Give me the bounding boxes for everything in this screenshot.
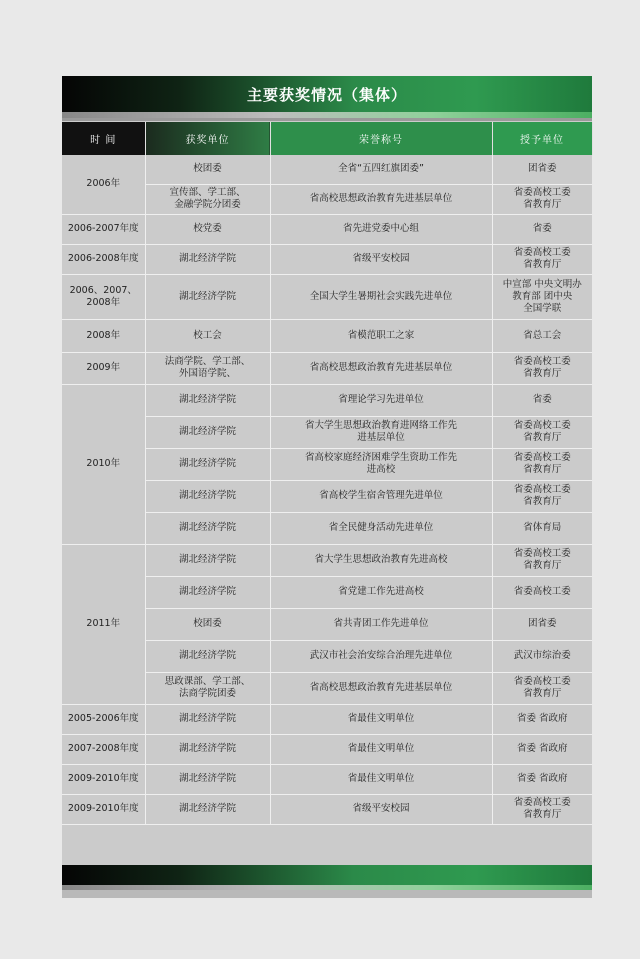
cell-org: 省委 省政府: [492, 704, 592, 734]
cell-org: 省委 省政府: [492, 764, 592, 794]
cell-title: 武汉市社会治安综合治理先进单位: [270, 640, 492, 672]
cell-time: 2006、2007、 2008年: [62, 274, 145, 319]
cell-title: 全国大学生暑期社会实践先进单位: [270, 274, 492, 319]
header-title: 荣誉称号: [270, 122, 492, 155]
cell-title: 省最佳文明单位: [270, 734, 492, 764]
cell-title: 省高校思想政治教育先进基层单位: [270, 184, 492, 214]
cell-org: 省委高校工委: [492, 576, 592, 608]
cell-time: 2006-2007年度: [62, 214, 145, 244]
table-row: [62, 319, 592, 352]
footer-bar: [62, 865, 592, 885]
cell-unit: 湖北经济学院: [145, 512, 270, 544]
cell-unit: 湖北经济学院: [145, 764, 270, 794]
cell-time: 2009-2010年度: [62, 764, 145, 794]
cell-time: 2009-2010年度: [62, 794, 145, 824]
cell-title: 省高校家庭经济困难学生资助工作先 进高校: [270, 448, 492, 480]
title-stripe-shadow: [62, 118, 592, 121]
cell-unit: 湖北经济学院: [145, 244, 270, 274]
cell-title: 省级平安校园: [270, 794, 492, 824]
footer-line: [62, 890, 592, 898]
cell-org: 省委高校工委 省教育厅: [492, 184, 592, 214]
table-row: [62, 704, 592, 734]
cell-org: 省委高校工委 省教育厅: [492, 416, 592, 448]
cell-org: 省委高校工委 省教育厅: [492, 448, 592, 480]
cell-time: 2006年: [62, 155, 145, 214]
cell-time: 2008年: [62, 319, 145, 352]
awards-table: [62, 122, 593, 825]
cell-time: 2006-2008年度: [62, 244, 145, 274]
table-row: [62, 384, 592, 416]
cell-unit: 校团委: [145, 155, 270, 184]
cell-unit: 湖北经济学院: [145, 576, 270, 608]
cell-title: 省最佳文明单位: [270, 764, 492, 794]
awards-board: [62, 76, 592, 898]
cell-title: 省级平安校园: [270, 244, 492, 274]
cell-org: 团省委: [492, 155, 592, 184]
table-row: [62, 214, 592, 244]
cell-title: 省高校思想政治教育先进基层单位: [270, 352, 492, 384]
cell-unit: 湖北经济学院: [145, 640, 270, 672]
cell-unit: 校工会: [145, 319, 270, 352]
cell-title: 省共青团工作先进单位: [270, 608, 492, 640]
cell-org: 省委高校工委 省教育厅: [492, 544, 592, 576]
cell-unit: 湖北经济学院: [145, 448, 270, 480]
header-time: 时 间: [62, 122, 145, 155]
cell-time: 2010年: [62, 384, 145, 544]
cell-title: 省先进党委中心组: [270, 214, 492, 244]
cell-unit: 校团委: [145, 608, 270, 640]
header-unit: 获奖单位: [145, 122, 270, 155]
cell-title: 省全民健身活动先进单位: [270, 512, 492, 544]
cell-org: 省委高校工委 省教育厅: [492, 352, 592, 384]
cell-org: 中宣部 中央文明办 教育部 团中央 全国学联: [492, 274, 592, 319]
table-row: [62, 155, 592, 184]
cell-org: 省委高校工委 省教育厅: [492, 244, 592, 274]
cell-unit: 湖北经济学院: [145, 274, 270, 319]
page-title: 主要获奖情况（集体）: [62, 76, 592, 112]
cell-org: 省委高校工委 省教育厅: [492, 672, 592, 704]
cell-unit: 宣传部、学工部、 金融学院分团委: [145, 184, 270, 214]
awards-table-body: [62, 155, 592, 824]
table-row: [62, 764, 592, 794]
cell-time: 2009年: [62, 352, 145, 384]
cell-org: 省总工会: [492, 319, 592, 352]
cell-title: 省模范职工之家: [270, 319, 492, 352]
cell-title: 省高校学生宿舍管理先进单位: [270, 480, 492, 512]
cell-title: 全省“五四红旗团委”: [270, 155, 492, 184]
cell-org: 省委: [492, 214, 592, 244]
cell-unit: 校党委: [145, 214, 270, 244]
cell-unit: 湖北经济学院: [145, 384, 270, 416]
cell-unit: 湖北经济学院: [145, 480, 270, 512]
cell-time: 2005-2006年度: [62, 704, 145, 734]
cell-org: 省委高校工委 省教育厅: [492, 794, 592, 824]
cell-title: 省党建工作先进高校: [270, 576, 492, 608]
table-row: [62, 244, 592, 274]
cell-org: 省委高校工委 省教育厅: [492, 480, 592, 512]
cell-org: 省体育局: [492, 512, 592, 544]
table-header-row: [62, 122, 592, 155]
cell-title: 省理论学习先进单位: [270, 384, 492, 416]
header-org: 授予单位: [492, 122, 592, 155]
cell-unit: 湖北经济学院: [145, 794, 270, 824]
table-row: [62, 734, 592, 764]
table-row: [62, 274, 592, 319]
table-row: [62, 352, 592, 384]
cell-org: 省委: [492, 384, 592, 416]
cell-unit: 湖北经济学院: [145, 416, 270, 448]
cell-unit: 湖北经济学院: [145, 734, 270, 764]
table-row: [62, 794, 592, 824]
cell-title: 省大学生思想政治教育先进高校: [270, 544, 492, 576]
table-row: [62, 544, 592, 576]
cell-title: 省最佳文明单位: [270, 704, 492, 734]
cell-org: 团省委: [492, 608, 592, 640]
cell-unit: 法商学院、学工部、 外国语学院、: [145, 352, 270, 384]
cell-org: 省委 省政府: [492, 734, 592, 764]
cell-title: 省高校思想政治教育先进基层单位: [270, 672, 492, 704]
cell-org: 武汉市综治委: [492, 640, 592, 672]
cell-unit: 湖北经济学院: [145, 544, 270, 576]
cell-unit: 思政课部、学工部、 法商学院团委: [145, 672, 270, 704]
cell-time: 2011年: [62, 544, 145, 704]
cell-unit: 湖北经济学院: [145, 704, 270, 734]
cell-time: 2007-2008年度: [62, 734, 145, 764]
cell-title: 省大学生思想政治教育进网络工作先 进基层单位: [270, 416, 492, 448]
